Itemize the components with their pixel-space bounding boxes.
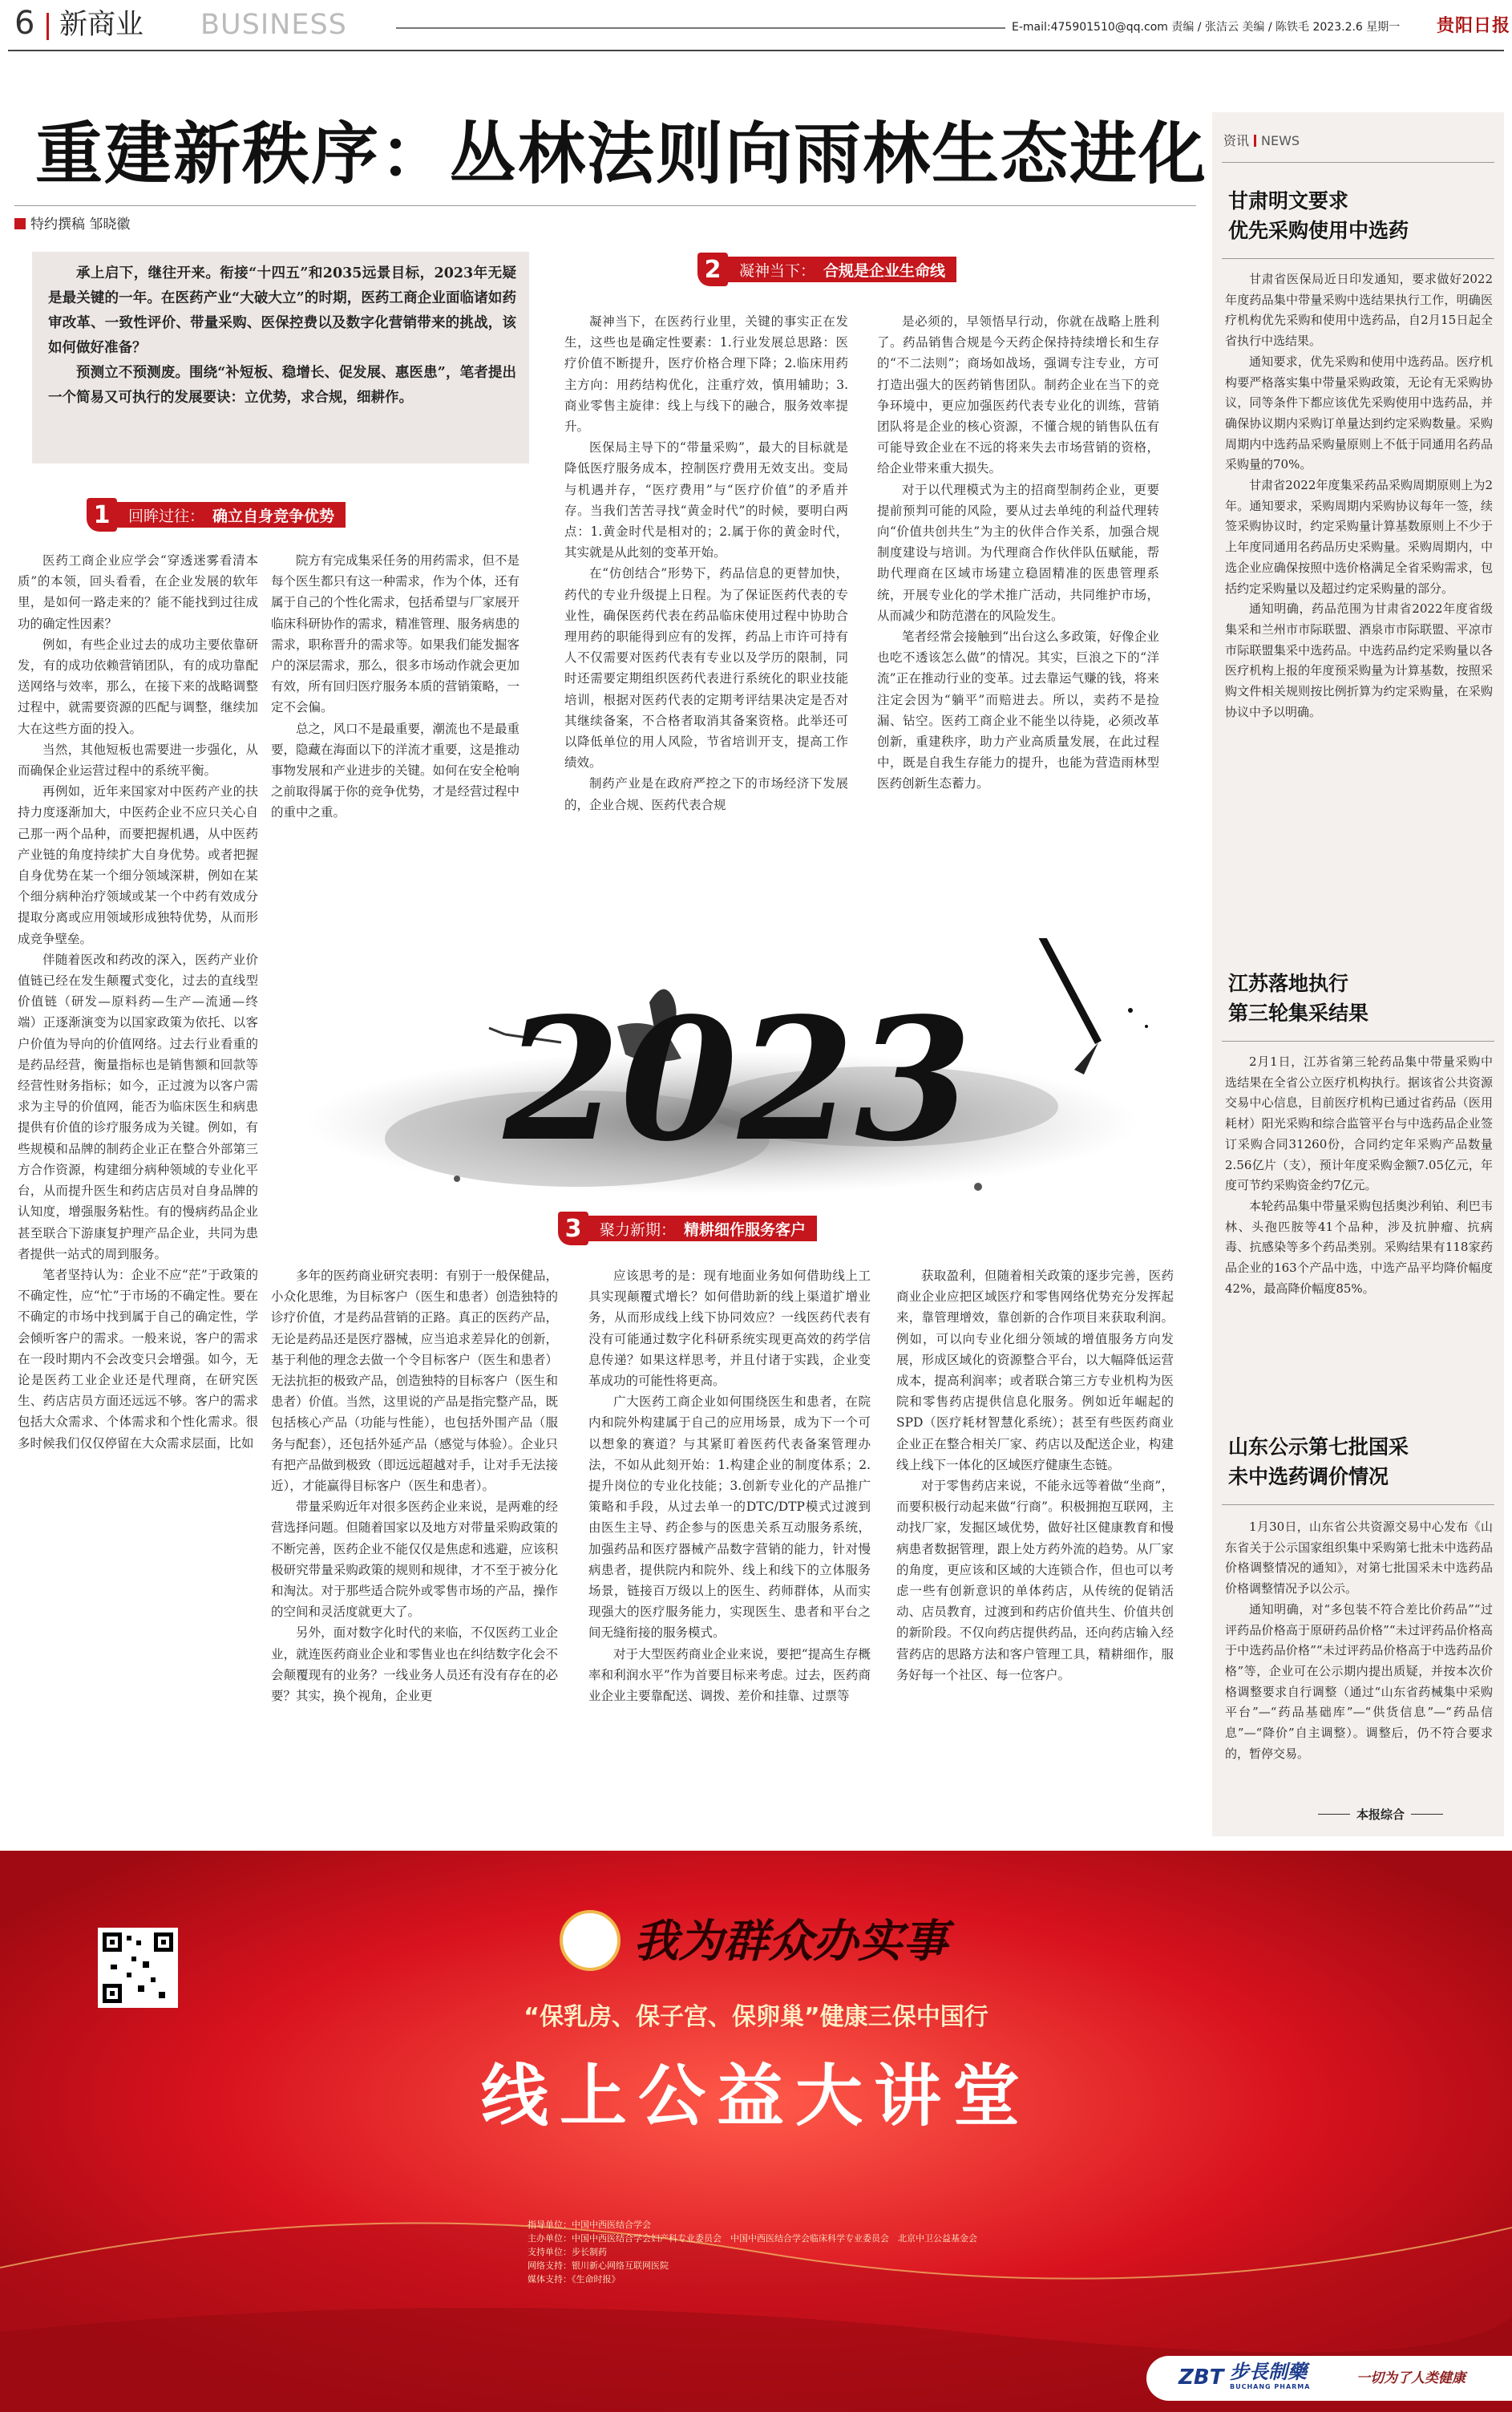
section-title-en: BUSINESS (200, 9, 347, 41)
sidebar-footer: 本报综合 (1292, 1806, 1469, 1823)
sidebar-label-divider (1254, 135, 1256, 147)
header-bottom-rule (8, 50, 1504, 51)
ad-calligraphy: 我为群众办实事 (633, 1915, 948, 1968)
section-banner-1 (87, 500, 346, 529)
ad-credit-1: 指导单位：中国中西医结合学会 (528, 2220, 651, 2230)
column-5: 多年的医药商业研究表明：有别于一般保健品，小众化思维，为目标客户（医生和患者）创造独特的诊疗价值，才是药品营销的正路。真正的医药产品，无论是药品还是医疗器械，应当追求差异化的创新，基于利他的理念去做一个令目标客户（医生和患者）无法抗拒的极致产品，创造独特的目标客户（医生和患者）价值。当然，这里说的产品是指完整产品，既包括核心产品（功能与性能），也包括外围产品（服务与配套），还包括外延产品（感觉与体验）。企业只有把产品做到极致（即远远超越对手，让对手无法接近），才能赢得目标客户（医生和患者）。 带量采购近年对很多医药企业来说，是两难的经营选择问题。但随着国家以及地方对带量采购政策的不断完善，医药企业不能仅仅是焦虑和逃避，应该积极研究带量采购政策的规则和规律，才不至于被分化和淘汰。对于那些适合院外或零售市场的产品，操作的空间和灵活度就更大了。 另外，面对数字化时代的来临，不仅医药工业企业，就连医药商业企业和零售业也在纠结数字化会不会颠覆现有的业务？一线业务人员还有没有存在的必要？其实，换个视角，企业更 (271, 1269, 558, 1704)
section-banner-2 (697, 255, 956, 284)
ad-credit-5: 媒体支持：《生命时报》 (528, 2274, 621, 2285)
section-title-2: 凝神当下： 合规是企业生命线 (728, 257, 956, 282)
qr-code-icon (103, 1932, 173, 2003)
section-title-1: 回眸过往： 确立自身竞争优势 (117, 502, 346, 528)
lead-para-1: 承上启下，继往开来。衔接“十四五”和2035远景目标，2023年无疑是最关键的一年。在医药产业“大破大立”的时期，医药工商企业面临诸如药审改革、一致性评价、带量采购、医保控费以及数字化营销带来的挑战，该如何做好准备？ (48, 265, 516, 356)
ad-title: 线上公益大讲堂 (480, 2057, 1031, 2135)
column-2: 院方有完成集采任务的用药需求，但不是每个医生都只有这一种需求，作为个体，还有属于自己的个性化需求，包括希望与厂家展开临床科研协作的需求，精准管理、服务病患的需求，职称晋升的需求等。如果我们能发掘客户的深层需求，那么，很多市场动作就会更加有效，所有回归医疗服务本质的营销策略，一定不会偏。 总之，风口不是最重要，潮流也不是最重要，隐藏在海面以下的洋流才重要，这是推动事物发展和产业进步的关键。如何在安全枪响之前取得属于你的竞争优势，才是经营过程中的重中之重。 (271, 553, 519, 820)
brand-zbt-logo: ZBT (1178, 2365, 1224, 2390)
news-1-rule (1222, 258, 1494, 259)
byline-text: 特约撰稿 邹晓徽 (30, 217, 131, 233)
ad-logo-emblem (560, 1910, 621, 1971)
masthead: 贵阳日报 (1437, 15, 1511, 36)
brand-buchang-logo: 步長制藥 BUCHANG PHARMA (1230, 2360, 1311, 2390)
news-2-rule (1222, 1041, 1494, 1042)
section-number-1: 1 (87, 498, 117, 532)
sidebar-top-rule (1222, 162, 1494, 163)
public-lecture-ad (0, 1851, 1512, 2412)
byline-icon (14, 218, 26, 229)
column-7: 获取盈利，但随着相关政策的逐步完善，医药商业企业应把区域医疗和零售网络优势充分发挥起来，靠管理增效，靠创新的合作项目来获取利润。例如，可以向专业化细分领域的增值服务方向发展，形成区域化的资源整合平台，以大幅降低运营成本，提高利润率；或者联合第三方专业机构为医院和零售药店提供信息化服务。例如近年崛起的SPD（医疗耗材智慧化系统）；甚至有些医药商业企业正在整合相关厂家、药店以及配送企业，构建线上线下一体化的区域医疗健康生态链。 对于零售药店来说，不能永远等着做“坐商”，而要积极行动起来做“行商”。积极拥抱互联网，主动找厂家，发掘区域优势，做好社区健康教育和慢病患者数据管理，跟上处方药外流的趋势。从厂家的角度，更应该和区域的大连锁合作，但也可以考虑一些有创新意识的单体药店，从传统的促销活动、店员教育，过渡到和药店价值共生、价值共创的新阶段。不仅向药店提供药品，还向药店输入经营药店的思路方法和客户管理工具，精耕细作，服务好每一个社区、每一位客户。 (896, 1269, 1174, 1682)
news-3-title: 山东公示第七批国采 未中选药调价情况 (1228, 1435, 1409, 1488)
section-number-2: 2 (697, 253, 728, 286)
news-1-body: 甘肃省医保局近日印发通知，要求做好2022年度药品集中带量采购中选结果执行工作，明确医疗机构优先采购和使用中选药品，自2月15日起全省执行中选结果。 通知要求，优先采购和使用中选药品。医疗机构要严格落实集中带量采购政策，无论有无采购协议，同等条件下都应该优先采购使用中选药品，并确保协议期内采购订单量达到约定采购数量。采购周期内中选药品采购量原则上不低于同通用名药品采购量的70%。 甘肃省2022年度集采药品采购周期原则上为2年。通知要求，采购周期内采购协议每年一签，续签采购协议时，约定采购量计算基数原则上不少于上年度同通用名药品历史采购量。采购周期内，中选企业应确保按照中选价格满足全省采购需求，包括约定采购量以及超过约定采购量的部分。 通知明确，药品范围为甘肃省2022年度省级集采和兰州市市际联盟、酒泉市市际联盟、平凉市市际联盟集采中选药品。中选药品约定采购量以各医疗机构上报的年度预采购量为计算基数，按照采购文件相关规则按比例折算为约定采购量，在采购协议中予以明确。 (1225, 272, 1493, 719)
column-3: 凝神当下，在医药行业里，关键的事实正在发生，这些也是确定性要素：1.行业发展总思路：医疗价值不断提升，医疗价格合理下降；2.临床用药主方向：用药结构优化，注重疗效，慎用辅助；3.商业零售主旋律：线上与线下的融合，服务效率提升。 医保局主导下的“带量采购”，最大的目标就是降低医疗服务成本，控制医疗费用无效支出。变局与机遇并存，“医疗费用”与“医疗价值”的矛盾并存。当我们苦苦寻找“黄金时代”的时候，要明白两点：1.黄金时代是相对的；2.属于你的黄金时代，其实就是从此刻的变革开始。 在“仿创结合”形势下，药品信息的更替加快，药代的专业升级提上日程。为了保证医药代表的专业性，确保医药代表在药品临床使用过程中协助合理用药的职能得到应有的发挥，药品上市许可持有人不仅需要对医药代表有专业以及学历的限制，同时还需要定期组织医药代表进行系统化的职业技能培训，根据对医药代表的定期考评结果决定是否对其继续备案，不合格者取消其备案资格。此举还可以降低单位的用人风险，节省培训开支，提高工作绩效。 制药产业是在政府严控之下的市场经济下发展的，企业合规、医药代表合规 (564, 314, 848, 812)
ad-credit-3: 支持单位：步长制药 (528, 2247, 607, 2257)
sidebar-label: 资讯 NEWS (1223, 133, 1300, 148)
ink-graphic-2023 (273, 938, 1203, 1211)
brand-slogan: 一切为了人类健康 (1356, 2370, 1466, 2386)
editor-info: E-mail:475901510@qq.com 责编 / 张洁云 美编 / 陈铁毛 2023.2.6 星期一 (1012, 21, 1401, 34)
news-2-body: 2月1日，江苏省第三轮药品集中带量采购中选结果在全省公立医疗机构执行。据该省公共资源交易中心信息，目前医疗机构已通过省药品（医用耗材）阳光采购和综合监管平台与中选药品企业签订采购合同31260份，合同约定年采购产品数量2.56亿片（支），预计年度采购金额7.05亿元，年度可节约采购资金约7亿元。 本轮药品集中带量采购包括奥沙利铂、利巴韦林、头孢匹胺等41个品种，涉及抗肿瘤、抗病毒、抗感染等多个药品类别。采购结果有118家药品企业的163个产品中选，中选产品平均降价幅度42%，最高降价幅度85%。 (1225, 1054, 1493, 1296)
qr-code[interactable] (98, 1928, 178, 2008)
lead-para-2: 预测立不预测废。围绕“补短板、稳增长、促发展、惠医患”，笔者提出一个简易又可执行的发展要诀：立优势，求合规，细耕作。 (48, 365, 516, 406)
column-1: 医药工商企业应学会“穿透迷雾看清本质”的本领，回头看看，在企业发展的软年里，是如何一路走来的？能不能找到过往成功的确定性因素？ 例如，有些企业过去的成功主要依靠研发，有的成功依赖营销团队，有的成功靠配送网络与效率，那么，在接下来的战略调整过程中，就需要资源的匹配与调整，继续加大在这些方面的投入。 当然，其他短板也需要进一步强化，从而确保企业运营过程中的系统平衡。 再例如，近年来国家对中医药产业的扶持力度逐渐加大，中医药企业不应只关心自己那一两个品种，而要把握机遇，从中医药产业链的角度持续扩大自身优势。或者把握自身优势在某一个细分领域深耕，例如在某个细分病种治疗领域或某一个中药有效成分提取分离或应用领域形成独特优势，从而形成竞争壁垒。 伴随着医改和药改的深入，医药产业价值链已经在发生颠覆式变化，过去的直线型价值链（研发—原料药—生产—流通—终端）正逐渐演变为以国家政策为依托、以客户价值为导向的价值网络。过去行业看重的是药品经营，衡量指标也是销售额和回款等经营性财务指标；如今，正过渡为以客户需求为主导的价值网，能否为临床医生和病患提供有价值的诊疗服务成为关键。例如，有些规模和品牌的制药企业正在整合外部第三方合作资源，构建细分病种领域的专业化平台，从而提升医生和药店店员对自身品牌的认知度，增强服务粘性。有的慢病药品企业甚至联合下游康复护理产品企业，共同为患者提供一站式的周到服务。 笔者坚持认为：企业不应“茫”于政策的不确定性，应“忙”于市场的不确定性。要在不确定的市场中找到属于自己的确定性，学会倾听客户的需求。一般来说，客户的需求在一段时期内不会改变只会增强。如今，无论是医药工业企业还是代理商，在研究医生、药店店员方面还远远不够。客户的需求包括大众需求、个体需求和个性化需求。很多时候我们仅仅停留在大众需求层面，比如 (18, 553, 258, 1451)
column-6: 应该思考的是：现有地面业务如何借助线上工具实现颠覆式增长？如何借助新的线上渠道扩增业务，从而形成线上线下协同效应？一线医药代表有没有可能通过数字化科研系统实现更高效的药学信息传递？如果这样思考，并且付诸于实践，企业变革成功的可能性将更高。 广大医药工商企业如何围绕医生和患者，在院内和院外构建属于自己的应用场景，成为下一个可以想象的赛道？与其紧盯着医药代表备案管理办法，不如从此刻开始：1.构建企业的制度体系；2.提升岗位的专业化技能；3.创新专业化的产品推广策略和手段，从过去单一的DTC/DTP模式过渡到由医生主导、药企参与的医患关系互动服务系统，加强药品和医疗器械产品数字营销的能力，针对慢病患者，提供院内和院外、线上和线下的立体服务场景，链接百万级以上的医生、药师群体，从而实现强大的医疗服务能力，实现医生、患者和平台之间无缝衔接的服务模式。 对于大型医药商业企业来说，要把“提高生存概率和利润水平”作为首要目标来考虑。过去，医药商业企业主要靠配送、调拨、差价和挂靠、过票等 (588, 1269, 871, 1704)
headline-underline (14, 205, 1196, 206)
headline: 重建新秩序：丛林法则向雨林生态进化 (35, 115, 1208, 193)
header-rule (396, 27, 1005, 29)
ad-credit-2: 主办单位：中国中西医结合学会妇产科专业委员会 中国中西医结合学会临床科学专业委员会 北京中卫公益基金会 (528, 2233, 977, 2244)
news-3-body: 1月30日，山东省公共资源交易中心发布《山东省关于公示国家组织集中采购第七批未中选药品价格调整情况的通知》，对第七批国采未中选药品价格调整情况予以公示。 通知明确，对“多包装不符合差比价药品”“过评药品价格高于原研药品价格”“未过评药品价格高于中选药品价格”“未过评药品价格高于中选药品价格”等，企业可在公示期内提出质疑，并按本次价格调整要求自行调整（通过“山东省药械集中采购平台”—“药品基础库”—“供货信息”—“药品信息”—“降价”自主调整）。调整后，仍不符合要求的，暂停交易。 (1225, 1520, 1493, 1761)
section-title-3: 聚力新期： 精耕细作服务客户 (588, 1216, 817, 1241)
lead-box (32, 252, 529, 463)
news-1-title: 甘肃明文要求 优先采购使用中选药 (1228, 189, 1409, 242)
sidebar (1212, 112, 1504, 1836)
section-number-3: 3 (558, 1212, 588, 1245)
graphic-year-text: 2023 (503, 981, 972, 1179)
section-title: 新商业 (59, 9, 144, 41)
news-2-title: 江苏落地执行 第三轮集采结果 (1228, 972, 1369, 1025)
ink-splash-illustration (273, 938, 1203, 1211)
section-banner-3 (558, 1214, 817, 1243)
ad-subtitle: “保乳房、保子宫、保卵巢”健康三保中国行 (524, 2003, 988, 2031)
page-header (0, 0, 1512, 50)
page-number: 6 (14, 5, 35, 42)
header-divider (46, 13, 49, 40)
ad-credits (528, 2218, 1105, 2286)
ad-credit-4: 网络支持：银川新心网络互联网医院 (528, 2260, 669, 2271)
news-3-rule (1222, 1504, 1494, 1505)
column-4: 是必须的，早领悟早行动，你就在战略上胜利了。药品销售合规是今天药企保持持续增长和生存的“不二法则”；商场如战场，强调专注专业，方可打造出强大的医药销售团队。制药企业在当下的竞争环境中，更应加强医药代表专业化的训练，营销团队将是企业的核心资源，不懂合规的销售队伍有可能导致企业在不远的将来失去市场营销的资格，给企业带来重大损失。 对于以代理模式为主的招商型制药企业，更要提前预判可能的风险，要从过去单纯的利益代理转向“价值共创共生”为主的伙伴合作关系，加强合规制度建设与培训。为代理商合作伙伴队伍赋能，帮助代理商在区域市场建立稳固精准的医患管理系统，开展专业化的学术推广活动，共同维护市场，从而减少和防范潜在的风险发生。 笔者经常会接触到“出台这么多政策，好像企业也吃不透该怎么做”的情况。其实，巨浪之下的“洋流”正在推动行业的变革。过去靠运气赚的钱，将来注定会因为“躺平”而赔进去。所以，卖药不是捡漏、钻空。医药工商企业不能坐以待毙，必须改革创新，重建秩序，助力产业高质量发展，在此过程中，既是自我生存能力的提升，也能为营造雨林型医药创新生态蓄力。 (877, 314, 1159, 791)
byline (14, 215, 130, 234)
